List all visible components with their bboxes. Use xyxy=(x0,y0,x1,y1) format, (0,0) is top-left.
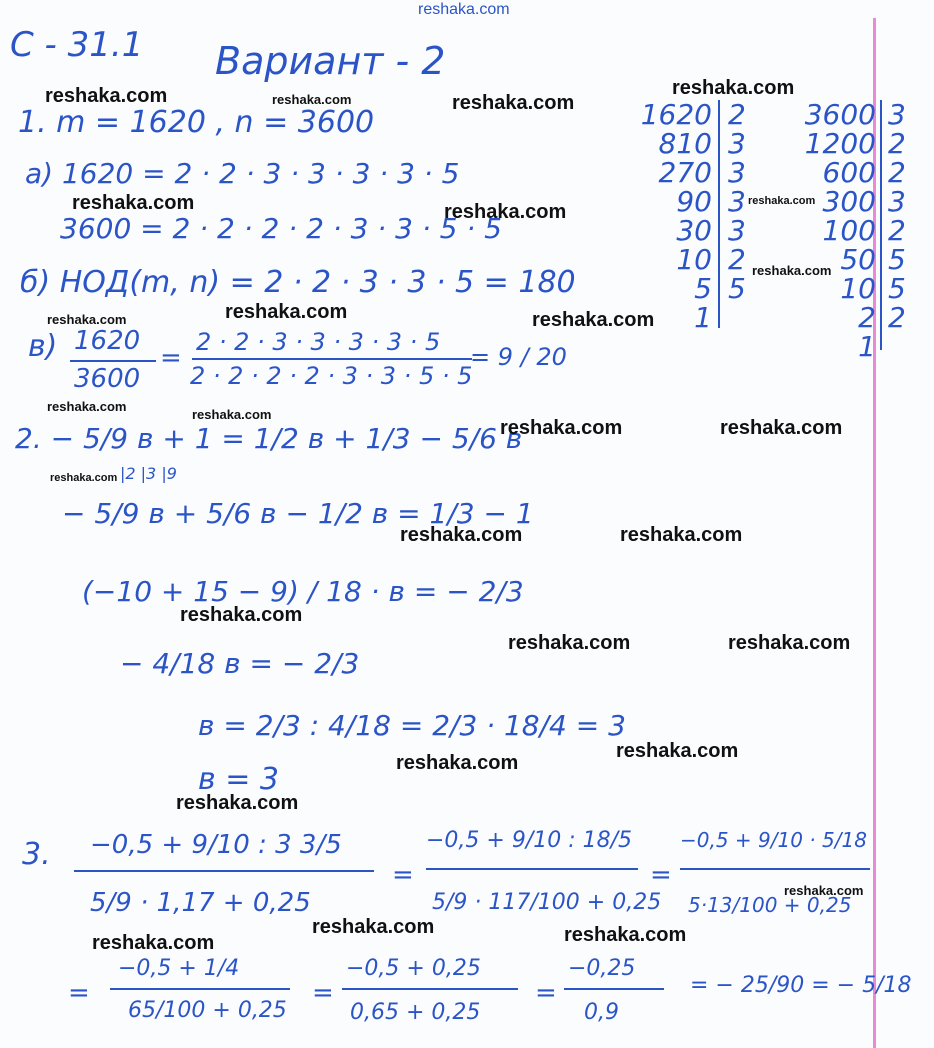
factor-column-3600: 3600 1200 600 300 100 50 10 2 1 xyxy=(804,98,876,363)
equals-sign: = xyxy=(312,978,334,1008)
watermark: reshaka.com xyxy=(672,77,795,99)
watermark: reshaka.com xyxy=(564,924,687,946)
task3-label: 3. xyxy=(22,837,51,872)
task1-v-eq-num: 2 · 2 · 3 · 3 · 3 · 3 · 5 xyxy=(196,328,441,356)
task1-v-den: 3600 xyxy=(74,364,141,394)
task1-b-line: б) НОД(m, n) = 2 · 2 · 3 · 3 · 5 = 180 xyxy=(20,265,576,300)
watermark: reshaka.com xyxy=(720,417,843,439)
watermark: reshaka.com xyxy=(500,417,623,439)
equals-sign: = xyxy=(68,978,90,1008)
task3-expr6-den: 0,9 xyxy=(584,1000,619,1025)
watermark: reshaka.com xyxy=(452,92,575,114)
watermark: reshaka.com xyxy=(748,195,816,207)
fraction-bar xyxy=(680,868,870,870)
task2-line3: (−10 + 15 − 9) / 18 · в = − 2/3 xyxy=(82,575,524,608)
task2-line4: − 4/18 в = − 2/3 xyxy=(120,647,360,680)
watermark: reshaka.com xyxy=(728,632,851,654)
watermark: reshaka.com xyxy=(50,472,118,484)
task2-multipliers: |2 |3 |9 xyxy=(120,464,177,483)
task3-expr3-den: 5·13/100 + 0,25 xyxy=(688,893,852,917)
factor-divider xyxy=(718,100,720,328)
task1-given: 1. m = 1620 , n = 3600 xyxy=(18,105,375,140)
watermark: reshaka.com xyxy=(45,85,168,107)
watermark: reshaka.com xyxy=(620,524,743,546)
watermark: reshaka.com xyxy=(225,301,348,323)
watermark: reshaka.com xyxy=(176,792,299,814)
fraction-bar xyxy=(342,988,518,990)
watermark: reshaka.com xyxy=(272,92,352,107)
task2-line1: 2. − 5/9 в + 1 = 1/2 в + 1/3 − 5/6 в xyxy=(15,422,523,455)
watermark: reshaka.com xyxy=(180,604,303,626)
fraction-bar xyxy=(426,868,638,870)
watermark: reshaka.com xyxy=(532,309,655,331)
task3-expr3-num: −0,5 + 9/10 · 5/18 xyxy=(680,828,867,852)
equals-sign: = xyxy=(650,860,672,890)
task2-line2: − 5/9 в + 5/6 в − 1/2 в = 1/3 − 1 xyxy=(62,497,534,530)
task3-expr1-den: 5/9 · 1,17 + 0,25 xyxy=(90,888,311,918)
task3-expr5-den: 0,65 + 0,25 xyxy=(350,1000,481,1025)
task2-line5: в = 2/3 : 4/18 = 2/3 · 18/4 = 3 xyxy=(198,709,626,742)
task1-v-num: 1620 xyxy=(74,326,141,356)
watermark: reshaka.com xyxy=(752,263,832,278)
factor-column-1620: 1620 810 270 90 30 10 5 1 xyxy=(640,98,712,334)
task3-expr2-num: −0,5 + 9/10 : 18/5 xyxy=(426,828,633,853)
task3-expr6-num: −0,25 xyxy=(568,956,636,981)
task1-a-line2: 3600 = 2 · 2 · 2 · 2 · 3 · 3 · 5 · 5 xyxy=(60,212,502,245)
watermark: reshaka.com xyxy=(784,883,864,898)
task3-expr4-den: 65/100 + 0,25 xyxy=(128,998,287,1023)
watermark: reshaka.com xyxy=(312,916,435,938)
task3-expr4-num: −0,5 + 1/4 xyxy=(118,956,240,981)
fraction-bar xyxy=(70,360,156,362)
watermark: reshaka.com xyxy=(192,407,272,422)
equals-sign: = xyxy=(160,343,182,373)
site-watermark-top[interactable]: reshaka.com xyxy=(418,1,510,18)
task1-v-result: = 9 / 20 xyxy=(470,343,567,371)
task1-a-line1: а) 1620 = 2 · 2 · 3 · 3 · 3 · 3 · 5 xyxy=(25,157,460,190)
factor-divider xyxy=(880,100,882,350)
watermark: reshaka.com xyxy=(92,932,215,954)
watermark: reshaka.com xyxy=(396,752,519,774)
task3-expr5-num: −0,5 + 0,25 xyxy=(346,956,481,981)
exercise-code: С - 31.1 xyxy=(10,25,144,65)
fraction-bar xyxy=(192,358,472,360)
fraction-bar xyxy=(564,988,664,990)
factor-primes-1620: 2 3 3 3 3 2 5 xyxy=(728,98,746,305)
fraction-bar xyxy=(74,870,374,872)
equals-sign: = xyxy=(535,978,557,1008)
task1-v-label: в) xyxy=(28,329,58,364)
equals-sign: = xyxy=(392,860,414,890)
watermark: reshaka.com xyxy=(72,192,195,214)
task3-expr1-num: −0,5 + 9/10 : 3 3/5 xyxy=(90,830,342,860)
watermark: reshaka.com xyxy=(444,201,567,223)
watermark: reshaka.com xyxy=(616,740,739,762)
variant-title: Вариант - 2 xyxy=(215,39,446,83)
task2-line6: в = 3 xyxy=(198,762,279,797)
task1-v-eq-den: 2 · 2 · 2 · 2 · 3 · 3 · 5 · 5 xyxy=(190,362,473,390)
fraction-bar xyxy=(110,988,290,990)
watermark: reshaka.com xyxy=(47,312,127,327)
factor-primes-3600: 3 2 2 3 2 5 5 2 xyxy=(888,98,906,334)
watermark: reshaka.com xyxy=(400,524,523,546)
task3-expr2-den: 5/9 · 117/100 + 0,25 xyxy=(432,890,662,915)
watermark: reshaka.com xyxy=(47,399,127,414)
task3-result: = − 25/90 = − 5/18 xyxy=(690,973,912,998)
watermark: reshaka.com xyxy=(508,632,631,654)
